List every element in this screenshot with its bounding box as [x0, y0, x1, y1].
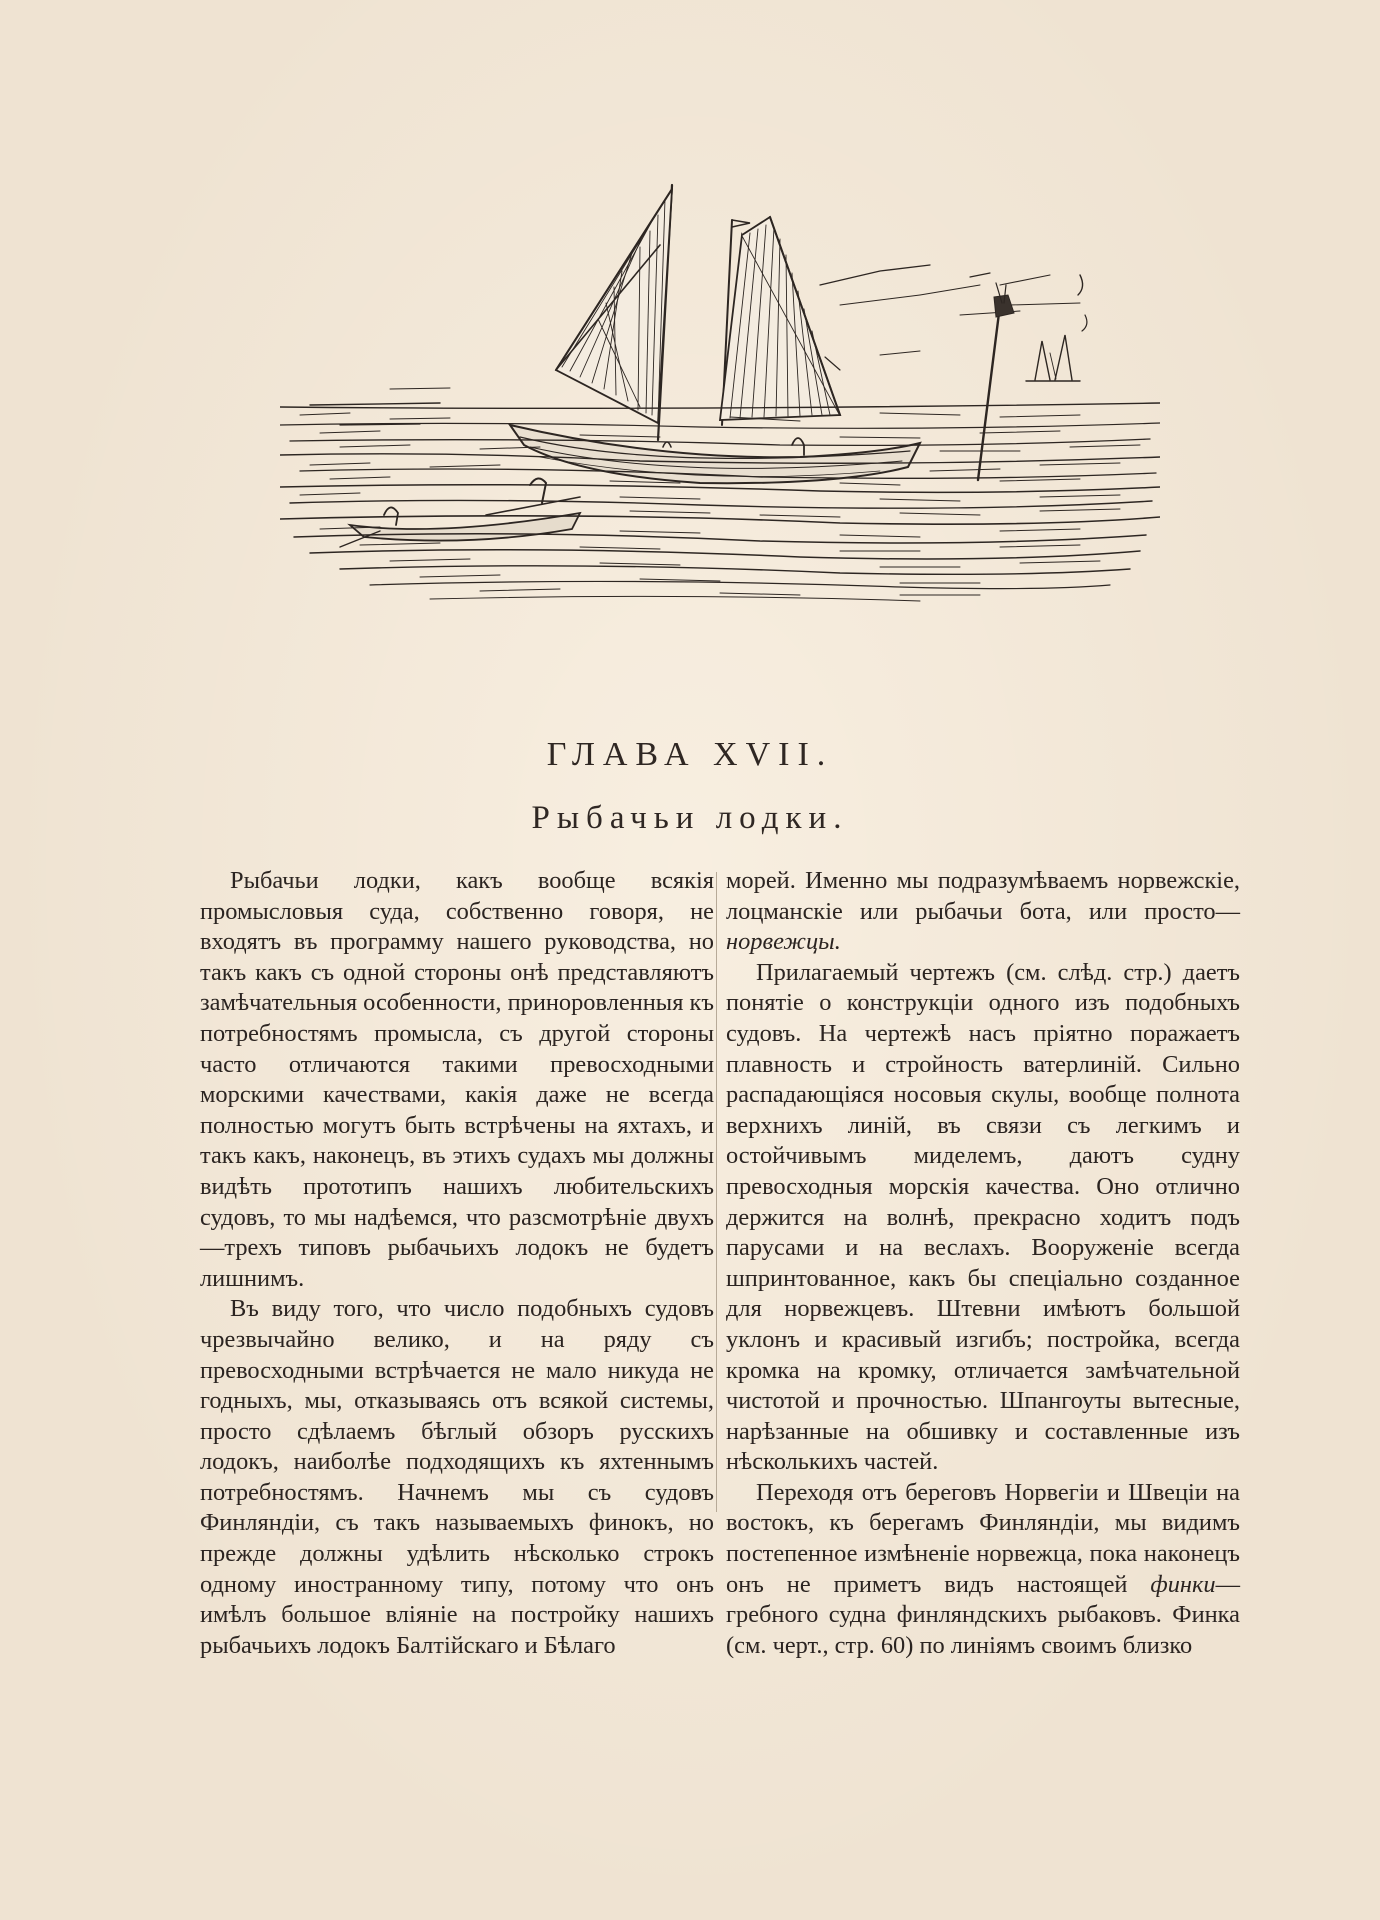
paragraph-text: морей. Именно мы подразумѣваемъ норвежскіе, лоцманскіе или рыбачьи бота, или просто— — [726, 867, 1240, 925]
right-column — [726, 866, 1240, 1661]
sailing-boats-engraving-icon — [280, 175, 1160, 615]
column-divider — [716, 872, 717, 1512]
paragraph — [726, 1478, 1240, 1662]
italic-term: финки — [1150, 1570, 1216, 1598]
paragraph-text: —гребного судна финляндскихъ рыбаковъ. Финка (см. черт., стр. 60) по линіямъ своимъ близко — [726, 1570, 1240, 1659]
chapter-number: ГЛАВА XVII. — [546, 736, 834, 773]
paragraph: Въ виду того, что число подобныхъ судовъ чрезвычайно велико, и на ряду съ превосходными встрѣчается не мало никуда не годныхъ, мы, отказываясь отъ всякой системы, просто сдѣлаемъ бѣглый обзоръ русскихъ лодокъ, наиболѣе подходящихъ къ яхтеннымъ потребностямъ. Начнемъ мы съ судовъ Финляндіи, съ такъ называемыхъ финокъ, но прежде должны удѣлить нѣсколько строкъ одному иностранному типу, потому что онъ имѣлъ большое вліяніе на постройку нашихъ рыбачьихъ лодокъ Балтійскаго и Бѣлаго — [200, 1295, 714, 1659]
paragraph-continued — [726, 866, 1240, 958]
paragraph-text: Переходя отъ береговъ Норвегіи и Швеціи на востокъ, къ берегамъ Финляндіи, мы видимъ постепенное измѣненіе норвежца, пока наконецъ онъ не приметъ видъ настоящей — [726, 1478, 1240, 1598]
paragraph: Прилагаемый чертежъ (см. слѣд. стр.) даетъ понятіе о конструкціи одного изъ подобныхъ судовъ. На чертежѣ насъ пріятно поражаетъ плавность и стройность ватерлиній. Сильно распадающіяся носовыя скулы, вообще полнота верхнихъ линій, въ связи съ легкимъ и остойчивымъ миделемъ, даютъ судну превосходныя морскія качества. Оно отлично держится на волнѣ, прекрасно ходитъ подъ парусами и на веслахъ. Вооруженіе всегда шпринтованное, какъ бы спеціально созданное для норвежцевъ. Штевни имѣютъ большой уклонъ и красивый изгибъ; постройка, всегда кромка на кромку, отличается замѣчательной чистотой и прочностью. Шпангоуты вытесные, нарѣзанные на обшивку и составленные изъ нѣсколькихъ частей. — [726, 958, 1240, 1476]
left-column — [200, 866, 714, 1661]
chapter-title: Рыбачьи лодки. — [531, 800, 849, 836]
italic-term: норвежцы. — [726, 928, 841, 956]
paragraph: Рыбачьи лодки, какъ вообще всякія промысловыя суда, собственно говоря, не входятъ въ программу нашего руководства, но такъ какъ съ одной стороны онѣ представляютъ замѣчательныя особенности, приноровленныя къ потребностямъ промысла, съ другой стороны часто отличаются такими превосходными морскими качествами, какія даже не всегда полностью могутъ быть встрѣчены на яхтахъ, и такъ какъ, наконецъ, въ этихъ судахъ мы должны видѣть прототипъ нашихъ любительскихъ судовъ, то мы надѣемся, что разсмотрѣніе двухъ—трехъ типовъ рыбачьихъ лодокъ не будетъ лишнимъ. — [200, 867, 714, 1292]
